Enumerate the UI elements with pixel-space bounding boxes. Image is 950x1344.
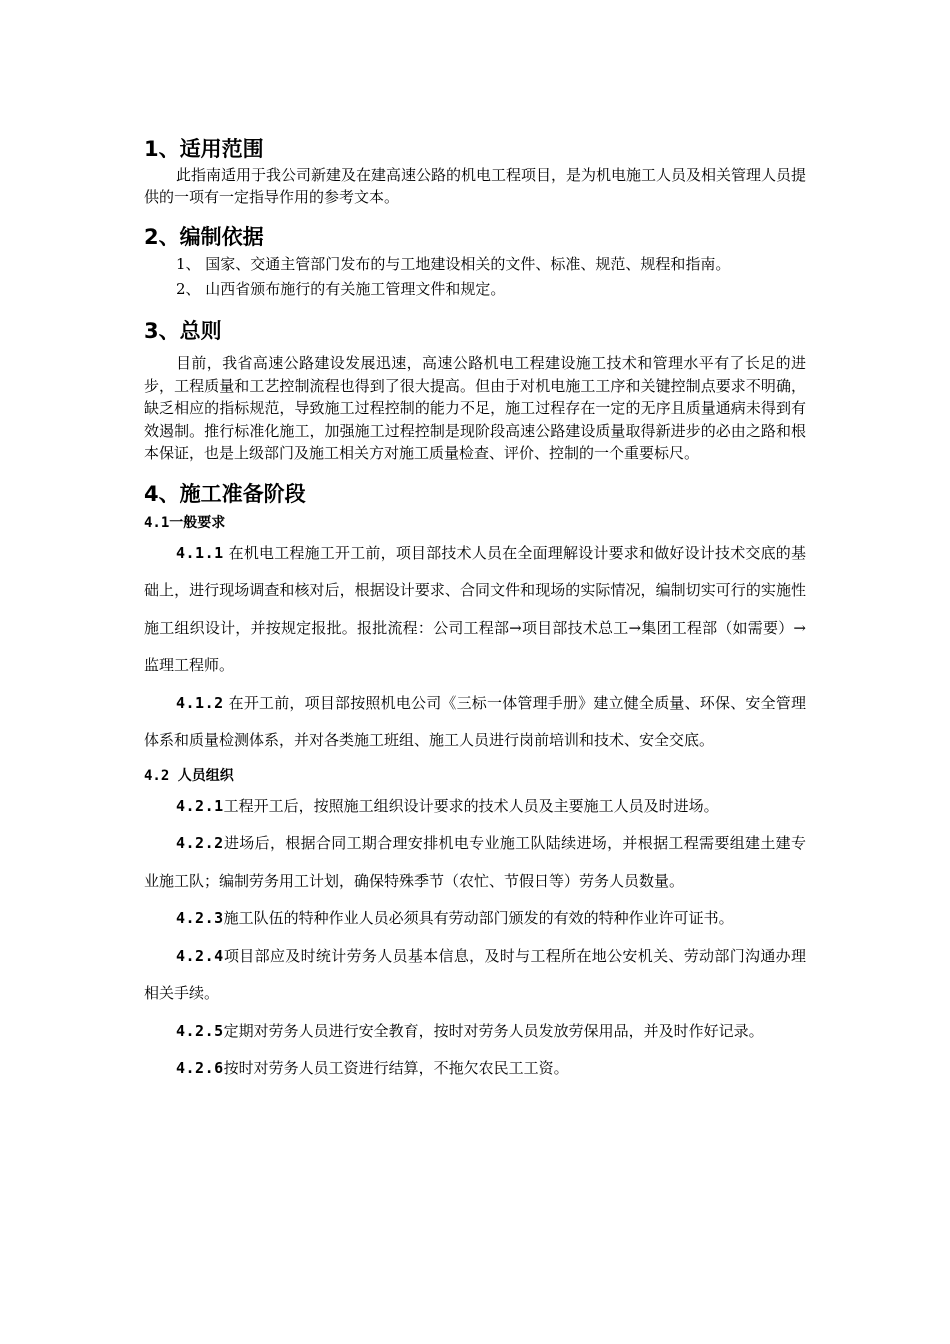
clause-text: 施工队伍的特种作业人员必须具有劳动部门颁发的有效的特种作业许可证书。	[223, 909, 734, 927]
clause-number: 4.2.5	[176, 1021, 224, 1040]
clause-paragraph	[144, 535, 806, 685]
basis-item: 1、 国家、交通主管部门发布的与工地建设相关的文件、标准、规范、规程和指南。	[176, 255, 731, 273]
clause-text: 进场后，根据合同工期合理安排机电专业施工队陆续进场，并根据工程需要组建土建专业施工队；编制劳务用工计划，确保特殊季节（农忙、节假日等）劳务人员数量。	[144, 834, 806, 890]
clause-paragraph	[144, 825, 806, 900]
clause-number: 4.2.4	[176, 946, 224, 965]
clause-text: 按时对劳务人员工资进行结算，不拖欠农民工工资。	[223, 1059, 569, 1077]
clause-text: 工程开工后，按照施工组织设计要求的技术人员及主要施工人员及时进场。	[223, 796, 719, 815]
clause-paragraph	[144, 1013, 806, 1051]
clause-paragraph	[144, 685, 806, 760]
subsection-title-general-requirements: 4.1一般要求	[144, 514, 226, 531]
clause-number: 4.1.2	[176, 693, 224, 712]
clause-paragraph	[144, 938, 806, 1013]
clause-paragraph	[144, 788, 806, 826]
clause-number: 4.2.2	[176, 834, 224, 852]
clause-text: 定期对劳务人员进行安全教育，按时对劳务人员发放劳保用品，并及时作好记录。	[223, 1021, 764, 1040]
clause-paragraph	[144, 900, 806, 938]
clause-number: 4.2.1	[176, 796, 224, 815]
basis-item: 2、 山西省颁布施行的有关施工管理文件和规定。	[176, 280, 506, 298]
section-heading-basis: 2、编制依据	[144, 225, 264, 249]
section-heading-preparation: 4、施工准备阶段	[144, 481, 306, 506]
document-body	[144, 134, 806, 1088]
section-heading-general: 3、总则	[144, 319, 222, 343]
clause-number: 4.1.1	[176, 543, 224, 562]
clause-text: 在机电工程施工开工前，项目部技术人员在全面理解设计要求和做好设计技术交底的基础上，进行现场调查和核对后，根据设计要求、合同文件和现场的实际情况，编制切实可行的实施性施工组织设计，并按规定报批。报批流程：公司工程部→项目部技术总工→集团工程部（如需要）→监理工程师。	[144, 543, 806, 674]
subsection-title-staffing: 4.2 人员组织	[144, 767, 234, 784]
clause-paragraph	[144, 1050, 806, 1088]
clause-text: 在开工前，项目部按照机电公司《三标一体管理手册》建立健全质量、环保、安全管理体系和质量检测体系，并对各类施工班组、施工人员进行岗前培训和技术、安全交底。	[144, 693, 806, 749]
general-paragraph: 目前，我省高速公路建设发展迅速，高速公路机电工程建设施工技术和管理水平有了长足的进步，工程质量和工艺控制流程也得到了很大提高。但由于对机电施工工序和关键控制点要求不明确，缺乏相应的指标规范，导致施工过程控制的能力不足，施工过程存在一定的无序且质量通病未得到有效遏制。推行标准化施工，加强施工过程控制是现阶段高速公路建设质量取得新进步的必由之路和根本保证，也是上级部门及施工相关方对施工质量检查、评价、控制的一个重要标尺。	[144, 354, 806, 462]
clause-number: 4.2.3	[176, 909, 224, 927]
clause-number: 4.2.6	[176, 1059, 224, 1077]
clause-text: 项目部应及时统计劳务人员基本信息，及时与工程所在地公安机关、劳动部门沟通办理相关手续。	[144, 946, 806, 1002]
section-heading-scope: 1、适用范围	[144, 137, 264, 161]
scope-paragraph: 此指南适用于我公司新建及在建高速公路的机电工程项目，是为机电施工人员及相关管理人员提供的一项有一定指导作用的参考文本。	[144, 166, 807, 206]
